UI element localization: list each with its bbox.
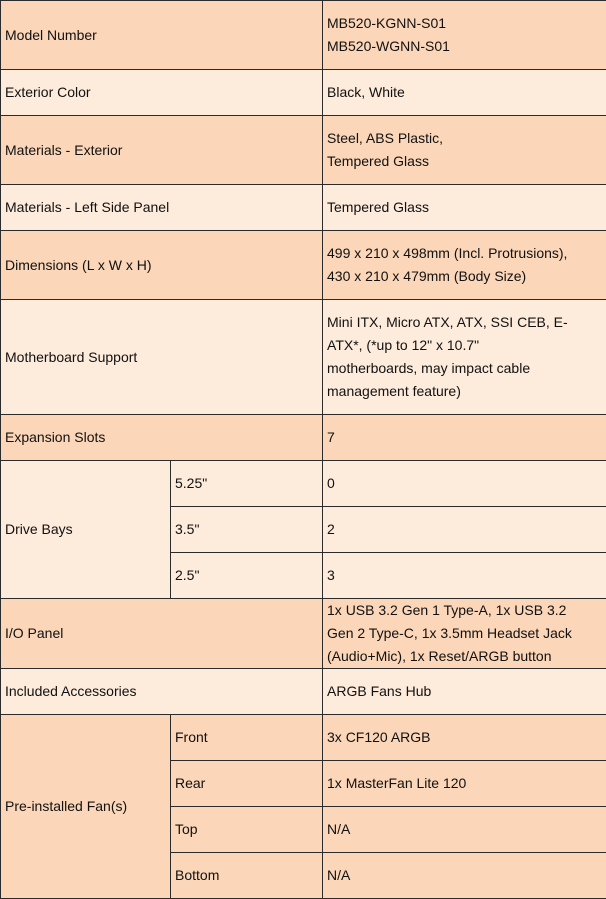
drive-bay-size: 2.5" xyxy=(171,553,323,599)
value-line: management feature) xyxy=(327,380,602,403)
row-fan-front xyxy=(1,715,606,761)
fan-position: Top xyxy=(171,807,323,853)
row-motherboard xyxy=(1,300,606,415)
label-expansion: Expansion Slots xyxy=(1,415,323,461)
fan-position: Bottom xyxy=(171,853,323,899)
value-expansion: 7 xyxy=(323,415,606,461)
value-motherboard xyxy=(323,300,606,415)
row-materials-exterior xyxy=(1,116,606,185)
label-fans: Pre-installed Fan(s) xyxy=(1,715,171,899)
row-model-number xyxy=(1,1,606,70)
drive-bay-count: 3 xyxy=(323,553,606,599)
fan-value: 1x MasterFan Lite 120 xyxy=(323,761,606,807)
label-dimensions: Dimensions (L x W x H) xyxy=(1,231,323,300)
row-materials-left xyxy=(1,185,606,231)
value-line: ATX*, (*up to 12" x 10.7" xyxy=(327,334,602,357)
drive-bay-size: 5.25" xyxy=(171,461,323,507)
row-drive-bay-525 xyxy=(1,461,606,507)
label-motherboard: Motherboard Support xyxy=(1,300,323,415)
row-io-panel xyxy=(1,599,606,669)
label-accessories: Included Accessories xyxy=(1,669,323,715)
row-dimensions xyxy=(1,231,606,300)
row-exterior-color xyxy=(1,70,606,116)
fan-position: Front xyxy=(171,715,323,761)
row-expansion xyxy=(1,415,606,461)
value-line: Gen 2 Type-C, 1x 3.5mm Headset Jack xyxy=(327,622,602,645)
value-materials-left: Tempered Glass xyxy=(323,185,606,231)
value-model-number xyxy=(323,1,606,70)
label-materials-left: Materials - Left Side Panel xyxy=(1,185,323,231)
fan-position: Rear xyxy=(171,761,323,807)
label-io-panel: I/O Panel xyxy=(1,599,323,669)
value-materials-exterior xyxy=(323,116,606,185)
drive-bay-size: 3.5" xyxy=(171,507,323,553)
value-exterior-color: Black, White xyxy=(323,70,606,116)
fan-value: 3x CF120 ARGB xyxy=(323,715,606,761)
value-io-panel xyxy=(323,599,606,669)
value-line: MB520-KGNN-S01 xyxy=(327,12,602,35)
value-line: (Audio+Mic), 1x Reset/ARGB button xyxy=(327,645,602,668)
label-exterior-color: Exterior Color xyxy=(1,70,323,116)
value-dimensions xyxy=(323,231,606,300)
value-line: motherboards, may impact cable xyxy=(327,357,602,380)
row-accessories xyxy=(1,669,606,715)
fan-value: N/A xyxy=(323,807,606,853)
value-line: MB520-WGNN-S01 xyxy=(327,35,602,58)
value-line: 430 x 210 x 479mm (Body Size) xyxy=(327,265,602,288)
value-accessories: ARGB Fans Hub xyxy=(323,669,606,715)
value-line: Mini ITX, Micro ATX, ATX, SSI CEB, E- xyxy=(327,311,602,334)
value-line: 1x USB 3.2 Gen 1 Type-A, 1x USB 3.2 xyxy=(327,599,602,622)
value-line: 499 x 210 x 498mm (Incl. Protrusions), xyxy=(327,242,602,265)
value-line: Tempered Glass xyxy=(327,150,602,173)
fan-value: N/A xyxy=(323,853,606,899)
label-model-number: Model Number xyxy=(1,1,323,70)
label-materials-exterior: Materials - Exterior xyxy=(1,116,323,185)
label-drive-bays: Drive Bays xyxy=(1,461,171,599)
value-line: Steel, ABS Plastic, xyxy=(327,127,602,150)
drive-bay-count: 0 xyxy=(323,461,606,507)
drive-bay-count: 2 xyxy=(323,507,606,553)
